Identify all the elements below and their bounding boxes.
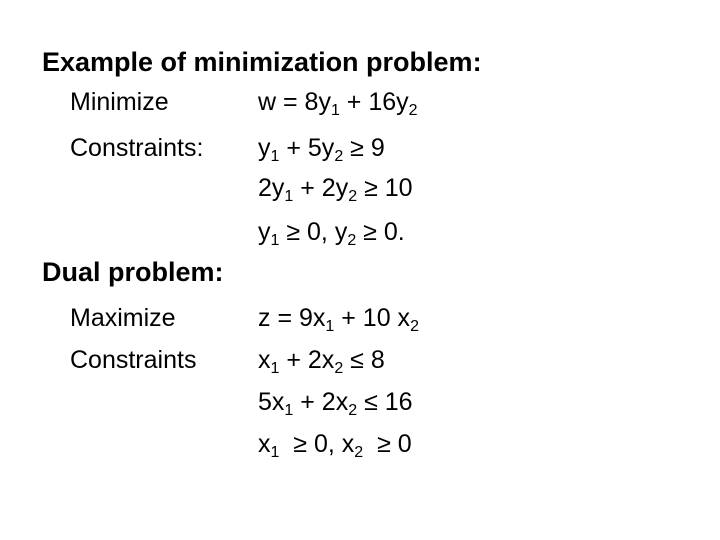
minimize-label: Minimize bbox=[70, 88, 169, 116]
subscript: 2 bbox=[347, 232, 357, 249]
subscript: 2 bbox=[334, 360, 344, 377]
subscript: 2 bbox=[410, 318, 419, 335]
subscript: 1 bbox=[330, 102, 340, 119]
subscript: 1 bbox=[270, 232, 280, 249]
primal-heading: Example of minimization problem: bbox=[42, 47, 482, 77]
subscript: 2 bbox=[408, 102, 418, 119]
dual-constraint-2 bbox=[258, 382, 413, 422]
expression-text: w = 8y bbox=[258, 88, 331, 116]
subscript: 2 bbox=[348, 402, 358, 419]
expression-text: + 2x bbox=[293, 388, 349, 416]
primal-constraint-row bbox=[0, 212, 720, 252]
dual-constraint-row bbox=[0, 340, 720, 380]
subscript: 2 bbox=[354, 444, 364, 461]
expression-text: ≥ 0 bbox=[363, 430, 412, 458]
subscript: 1 bbox=[284, 188, 294, 205]
maximize-label: Maximize bbox=[70, 304, 176, 332]
primal-nonnegativity bbox=[258, 212, 405, 252]
expression-text: y bbox=[258, 218, 271, 246]
subscript: 1 bbox=[270, 148, 280, 165]
subscript: 1 bbox=[270, 444, 280, 461]
dual-nonnegativity bbox=[258, 424, 412, 464]
expression-text: x bbox=[258, 430, 271, 458]
primal-objective-row bbox=[0, 82, 720, 122]
expression-text: ≤ 16 bbox=[357, 388, 413, 416]
dual-objective-row bbox=[0, 298, 720, 338]
expression-text: 2y bbox=[258, 174, 285, 202]
dual-constraints-label: Constraints bbox=[70, 346, 197, 374]
dual-constraint-1 bbox=[258, 340, 385, 380]
expression-text: ≥ 9 bbox=[343, 134, 385, 162]
dual-objective bbox=[258, 298, 419, 338]
expression-text: ≥ 10 bbox=[357, 174, 413, 202]
primal-constraint-1 bbox=[258, 128, 385, 168]
expression-text: x bbox=[258, 346, 271, 374]
dual-constraint-row bbox=[0, 382, 720, 422]
primal-constraint-2 bbox=[258, 168, 413, 208]
expression-text: ≥ 0, x bbox=[279, 430, 355, 458]
subscript: 1 bbox=[325, 318, 335, 335]
expression-text: + 5y bbox=[279, 134, 335, 162]
primal-constraint-row bbox=[0, 168, 720, 208]
expression-text: ≤ 8 bbox=[343, 346, 385, 374]
subscript: 2 bbox=[348, 188, 358, 205]
expression-text: + 2y bbox=[293, 174, 349, 202]
expression-text: ≥ 0. bbox=[356, 218, 405, 246]
expression-text: y bbox=[258, 134, 271, 162]
expression-text: 5x bbox=[258, 388, 285, 416]
subscript: 1 bbox=[284, 402, 294, 419]
dual-constraint-row bbox=[0, 424, 720, 464]
dual-heading: Dual problem: bbox=[42, 257, 224, 287]
expression-text: + 10 x bbox=[334, 304, 411, 332]
subscript: 1 bbox=[270, 360, 280, 377]
primal-constraint-row bbox=[0, 128, 720, 168]
expression-text: + 2x bbox=[279, 346, 335, 374]
expression-text: ≥ 0, y bbox=[279, 218, 348, 246]
expression-text: + 16y bbox=[339, 88, 409, 116]
subscript: 2 bbox=[334, 148, 344, 165]
primal-objective bbox=[258, 82, 418, 122]
primal-constraints-label: Constraints: bbox=[70, 134, 204, 162]
expression-text: z = 9x bbox=[258, 304, 326, 332]
